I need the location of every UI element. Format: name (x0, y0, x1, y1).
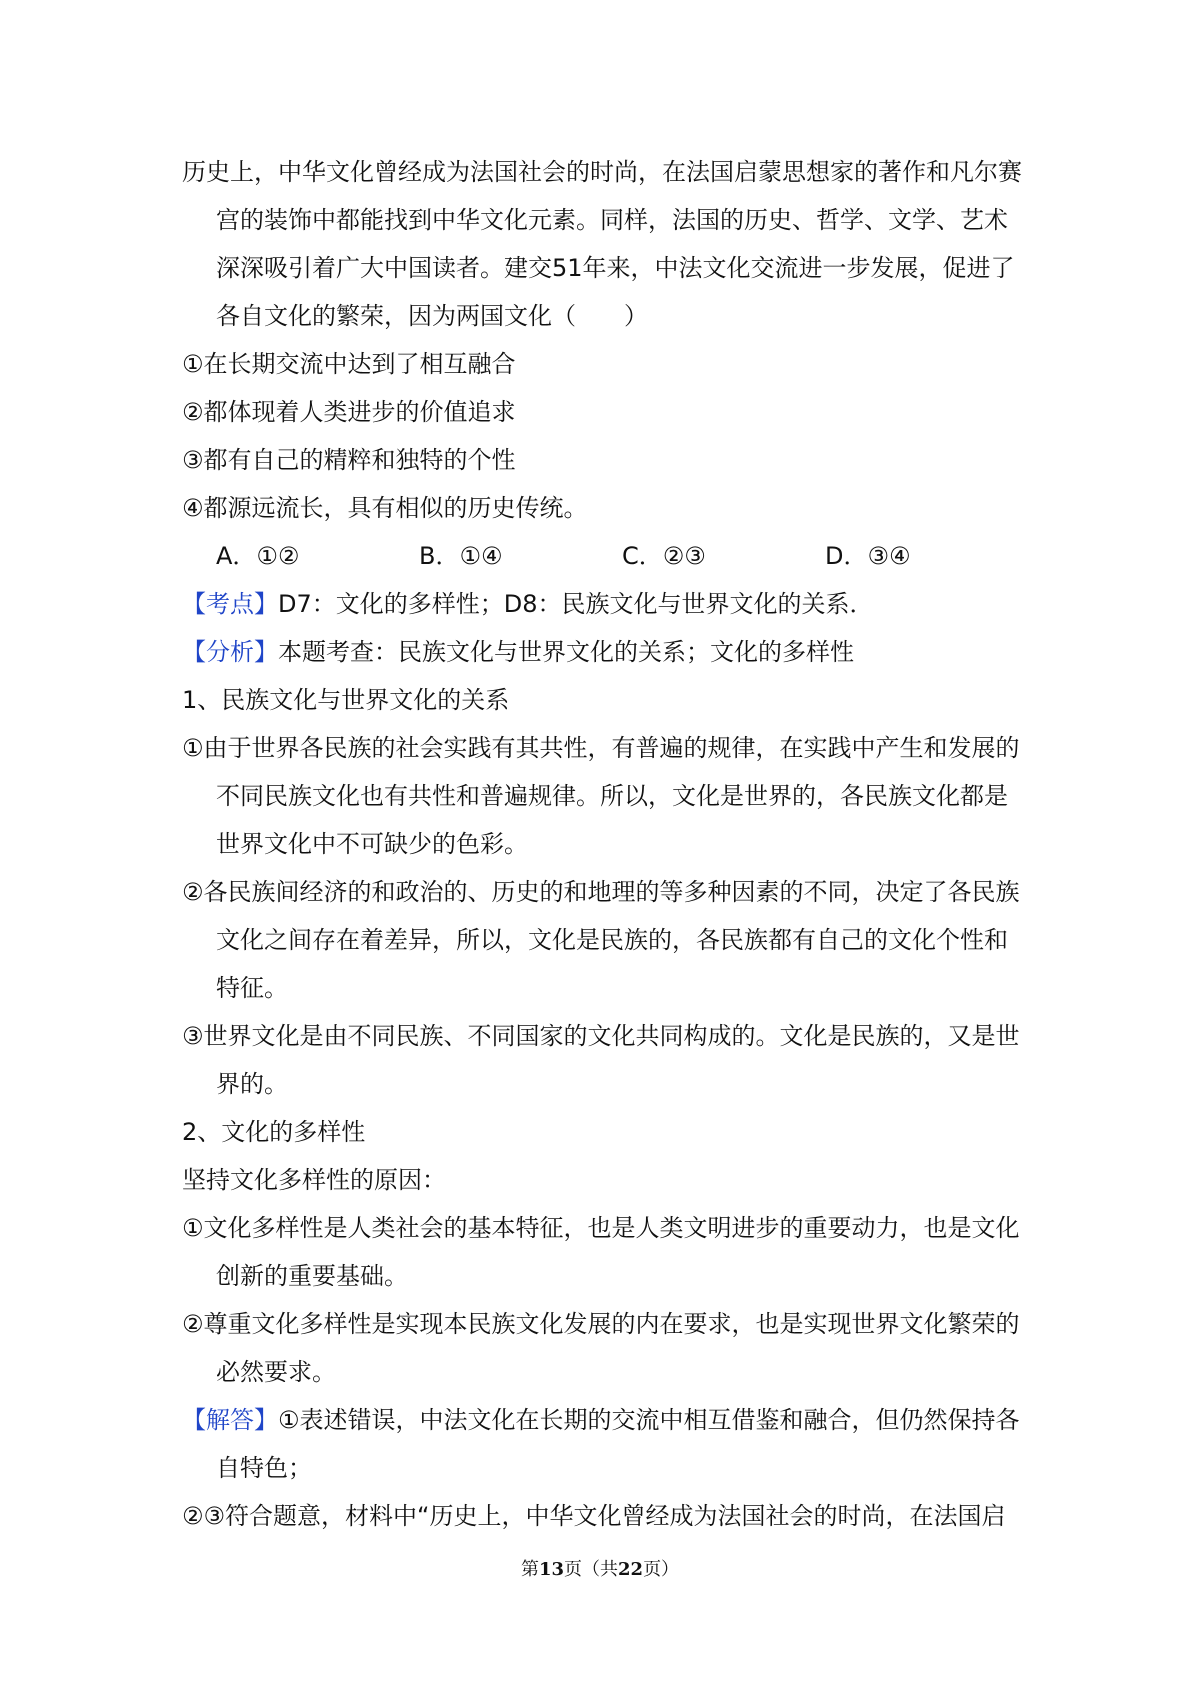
analysis-point-continuation: 特征。 (216, 974, 288, 1002)
jieda-continuation: 自特色； (216, 1454, 312, 1482)
statement-4: ④都源远流长，具有相似的历史传统。 (182, 494, 588, 522)
jieda-line (182, 1396, 1028, 1444)
statement-1: ①在长期交流中达到了相互融合 (182, 350, 516, 378)
option-d: D．③④ (825, 542, 911, 570)
kaodian-line (182, 580, 1028, 628)
jieda-text: ①表述错误，中法文化在长期的交流中相互借鉴和融合，但仍然保持各 (278, 1406, 1020, 1434)
page-footer (0, 1558, 1200, 1582)
analysis-point: ③世界文化是由不同民族、不同国家的文化共同构成的。文化是民族的，又是世 (182, 1022, 1020, 1050)
question-stem-line: 深深吸引着广大中国读者。建交51年来，中法文化交流进一步发展，促进了 (216, 254, 1015, 282)
analysis-point-continuation: 世界文化中不可缺少的色彩。 (216, 830, 528, 858)
answer-options (182, 532, 1028, 580)
section-heading: 2、文化的多样性 (182, 1118, 366, 1146)
option-c: C．②③ (622, 542, 706, 570)
analysis-point-continuation: 创新的重要基础。 (216, 1262, 408, 1290)
footer-suffix: 页） (643, 1559, 680, 1580)
jieda-line-2: ②③符合题意，材料中“历史上，中华文化曾经成为法国社会的时尚，在法国启 (182, 1502, 1006, 1530)
kaodian-tag: 【考点】 (182, 590, 278, 618)
fenxi-text: 本题考查：民族文化与世界文化的关系；文化的多样性 (278, 638, 854, 666)
section-heading: 1、民族文化与世界文化的关系 (182, 686, 510, 714)
fenxi-line (182, 628, 1028, 676)
analysis-point-continuation: 不同民族文化也有共性和普遍规律。所以，文化是世界的，各民族文化都是 (216, 782, 1008, 810)
page-number: 13 (538, 1559, 564, 1580)
jieda-tag: 【解答】 (182, 1406, 278, 1434)
statement-3: ③都有自己的精粹和独特的个性 (182, 446, 516, 474)
question-stem-line: 宫的装饰中都能找到中华文化元素。同样，法国的历史、哲学、文学、艺术 (216, 206, 1008, 234)
section-intro: 坚持文化多样性的原因： (182, 1166, 446, 1194)
question-stem-line: 历史上，中华文化曾经成为法国社会的时尚，在法国启蒙思想家的著作和凡尔赛 (182, 158, 1022, 186)
footer-prefix: 第 (520, 1559, 539, 1580)
analysis-point-continuation: 必然要求。 (216, 1358, 336, 1386)
fenxi-tag: 【分析】 (182, 638, 278, 666)
analysis-point: ①文化多样性是人类社会的基本特征，也是人类文明进步的重要动力，也是文化 (182, 1214, 1020, 1242)
analysis-point: ②各民族间经济的和政治的、历史的和地理的等多种因素的不同，决定了各民族 (182, 878, 1020, 906)
footer-mid: 页（共 (564, 1559, 618, 1580)
analysis-point: ②尊重文化多样性是实现本民族文化发展的内在要求，也是实现世界文化繁荣的 (182, 1310, 1020, 1338)
analysis-point-continuation: 文化之间存在着差异，所以，文化是民族的，各民族都有自己的文化个性和 (216, 926, 1008, 954)
total-pages: 22 (618, 1559, 644, 1580)
analysis-point: ①由于世界各民族的社会实践有其共性，有普遍的规律，在实践中产生和发展的 (182, 734, 1020, 762)
question-stem-line: 各自文化的繁荣，因为两国文化（ ） (216, 302, 648, 330)
question-content (182, 148, 1028, 1540)
kaodian-text: D7：文化的多样性；D8：民族文化与世界文化的关系． (278, 590, 874, 618)
option-a: A．①② (216, 542, 300, 570)
analysis-point-continuation: 界的。 (216, 1070, 288, 1098)
statement-2: ②都体现着人类进步的价值追求 (182, 398, 516, 426)
option-b: B．①④ (419, 542, 503, 570)
